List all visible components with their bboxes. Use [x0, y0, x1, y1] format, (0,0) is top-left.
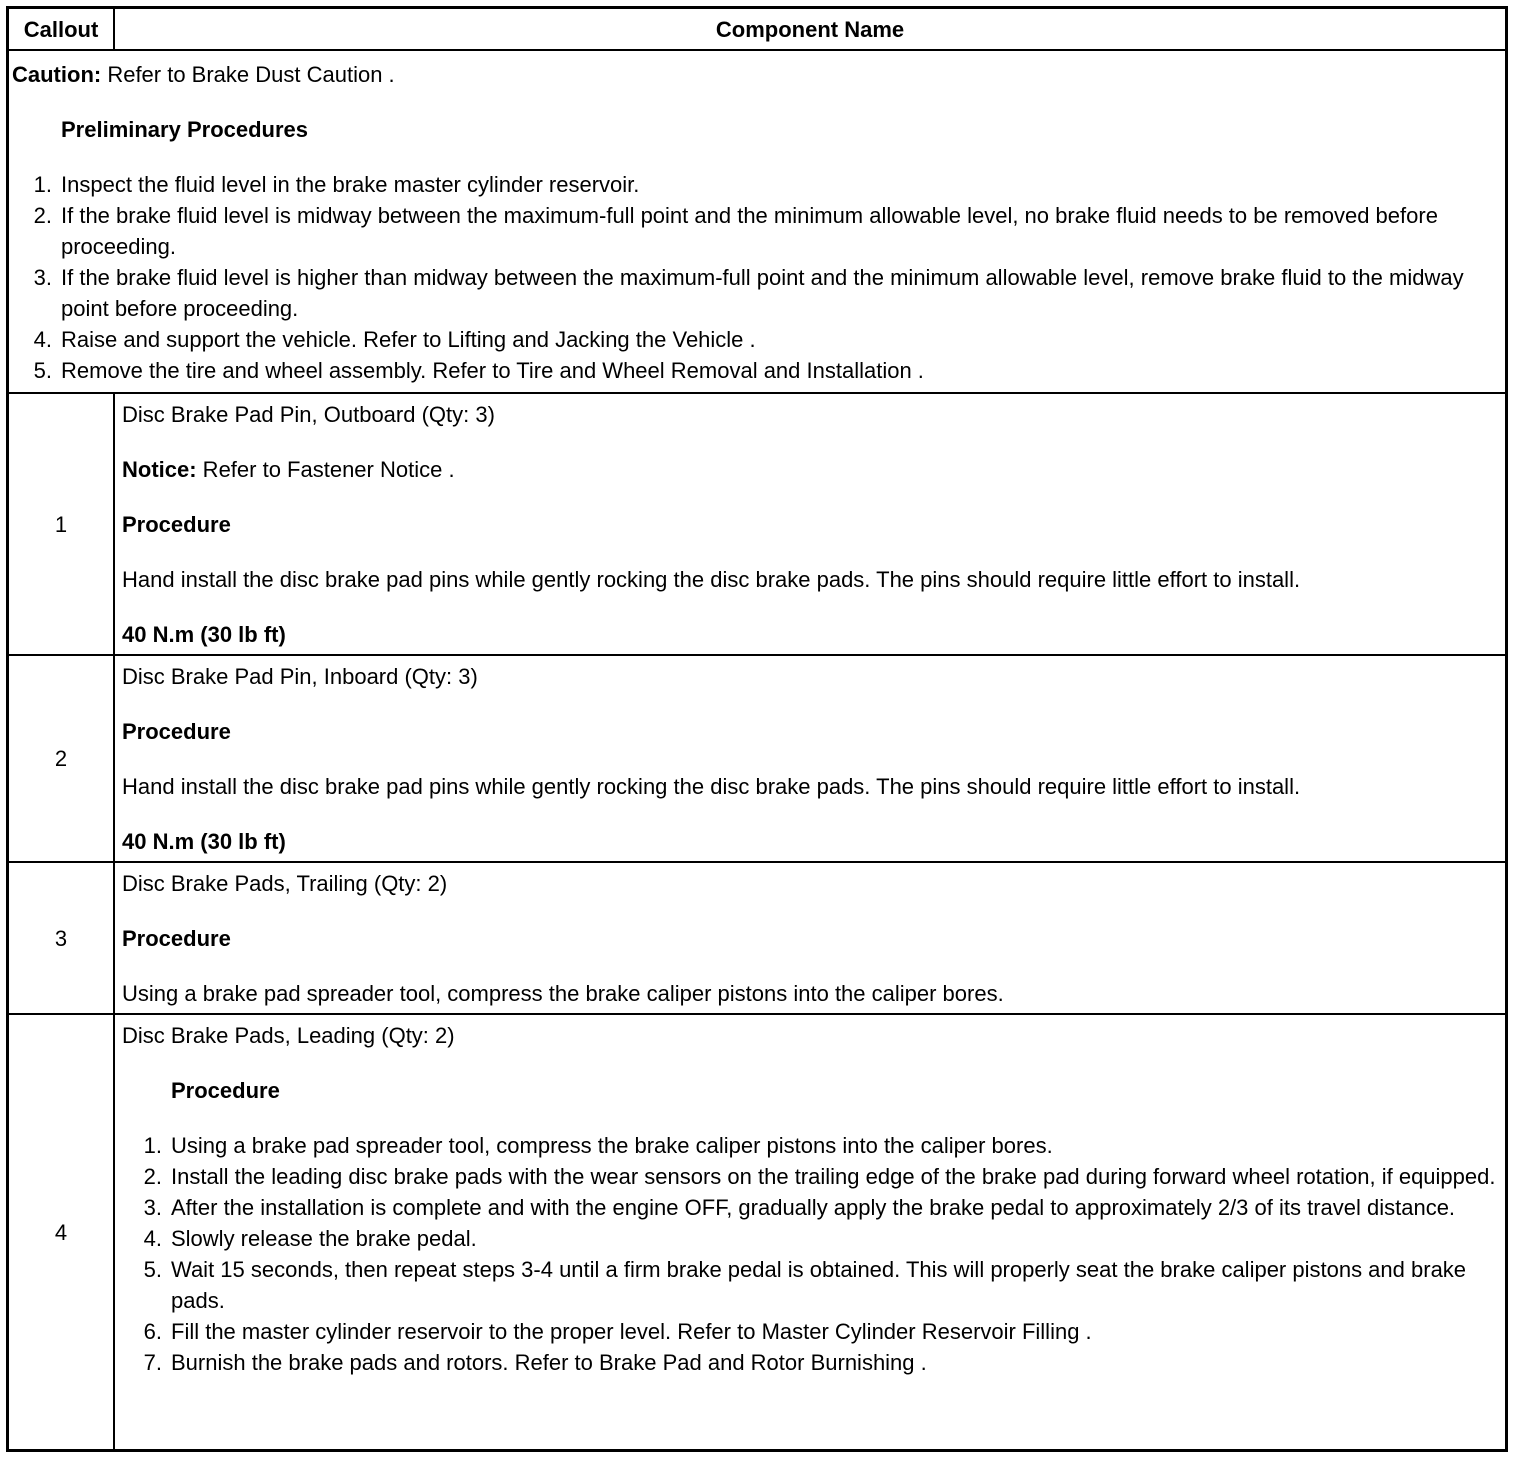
- component-cell: [114, 1014, 1505, 1449]
- preliminary-heading: Preliminary Procedures: [61, 117, 309, 142]
- torque-spec: 40 N.m (30 lb ft): [122, 622, 286, 647]
- procedure-steps: [122, 1130, 1497, 1378]
- caution-text: Refer to Brake Dust Caution .: [101, 62, 395, 87]
- component-name: Disc Brake Pad Pin, Outboard (Qty: 3): [122, 402, 495, 427]
- component-table: [9, 9, 1505, 1449]
- procedure-label: Procedure: [122, 512, 231, 537]
- notice-line: [122, 454, 1497, 485]
- list-item: 5. Wait 15 seconds, then repeat steps 3-4 until a firm brake pedal is obtained. This will properly seat the brake caliper pistons and brake pads.: [143, 1257, 1467, 1313]
- header-row: [9, 9, 1505, 50]
- list-item: 1. Inspect the fluid level in the brake master cylinder reservoir.: [33, 172, 640, 197]
- component-cell: [114, 393, 1505, 655]
- procedure-text: Hand install the disc brake pad pins while gently rocking the disc brake pads. The pins should require little effort to install.: [122, 567, 1301, 592]
- component-cell: [114, 655, 1505, 862]
- list-item: 3. After the installation is complete and with the engine OFF, gradually apply the brake pedal to approximately 2/3 of its travel distance.: [143, 1195, 1456, 1220]
- component-name: Disc Brake Pad Pin, Inboard (Qty: 3): [122, 664, 478, 689]
- table-row: [9, 862, 1505, 1014]
- callout-header: Callout: [9, 9, 114, 50]
- preliminary-cell: [9, 50, 1505, 393]
- callout-number: 1: [9, 393, 114, 655]
- component-name-header: Component Name: [114, 9, 1505, 50]
- callout-number: 3: [9, 862, 114, 1014]
- list-item: 2. Install the leading disc brake pads with the wear sensors on the trailing edge of the brake pad during forward wheel rotation, if equipped.: [143, 1164, 1496, 1189]
- table-row: [9, 393, 1505, 655]
- callout-number: 4: [9, 1014, 114, 1449]
- list-item: 4. Raise and support the vehicle. Refer to Lifting and Jacking the Vehicle .: [33, 327, 756, 352]
- procedure-text: Using a brake pad spreader tool, compress the brake caliper pistons into the caliper bores.: [122, 981, 1004, 1006]
- component-name: Disc Brake Pads, Trailing (Qty: 2): [122, 871, 448, 896]
- table-row: [9, 655, 1505, 862]
- component-table-page: [6, 6, 1508, 1452]
- list-item: 2. If the brake fluid level is midway between the maximum-full point and the minimum allowable level, no brake fluid needs to be removed before proceeding.: [33, 203, 1438, 259]
- list-item: 1. Using a brake pad spreader tool, compress the brake caliper pistons into the caliper bores.: [143, 1133, 1053, 1158]
- caution-line: [12, 59, 1497, 90]
- table-row: [9, 1014, 1505, 1449]
- component-cell: [114, 862, 1505, 1014]
- list-item: 7. Burnish the brake pads and rotors. Refer to Brake Pad and Rotor Burnishing .: [143, 1350, 927, 1375]
- caution-label: Caution:: [12, 62, 102, 87]
- list-item: 6. Fill the master cylinder reservoir to the proper level. Refer to Master Cylinder Reservoir Filling .: [143, 1319, 1092, 1344]
- procedure-text: Hand install the disc brake pad pins while gently rocking the disc brake pads. The pins should require little effort to install.: [122, 774, 1301, 799]
- preliminary-steps: [12, 169, 1497, 386]
- procedure-label: Procedure: [122, 719, 231, 744]
- procedure-label: Procedure: [122, 926, 231, 951]
- list-item: 4. Slowly release the brake pedal.: [143, 1226, 477, 1251]
- component-name: Disc Brake Pads, Leading (Qty: 2): [122, 1023, 455, 1048]
- notice-label: Notice:: [122, 457, 197, 482]
- procedure-label: Procedure: [171, 1078, 280, 1103]
- notice-text: Refer to Fastener Notice .: [196, 457, 455, 482]
- torque-spec: 40 N.m (30 lb ft): [122, 829, 286, 854]
- callout-number: 2: [9, 655, 114, 862]
- list-item: 5. Remove the tire and wheel assembly. Refer to Tire and Wheel Removal and Installation .: [33, 358, 924, 383]
- list-item: 3. If the brake fluid level is higher than midway between the maximum-full point and the minimum allowable level, remove brake fluid to the midway point before proceeding.: [33, 265, 1464, 321]
- preliminary-row: [9, 50, 1505, 393]
